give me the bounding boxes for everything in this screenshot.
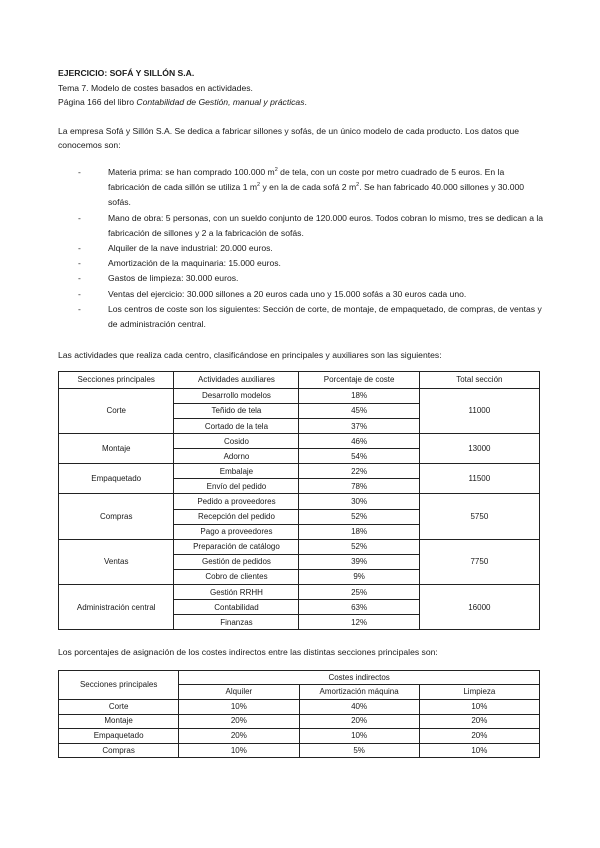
section-cell: Montaje — [59, 714, 179, 729]
column-header: Limpieza — [419, 685, 539, 700]
dash-bullet: - — [78, 166, 81, 177]
bullet-text: . Se han fabricado 40.000 sillones y 30.000 sofás. — [108, 182, 525, 208]
list-item — [58, 211, 544, 241]
column-header: Porcentaje de coste — [299, 371, 419, 388]
book-title: Contabilidad de Gestión, manual y prácticas — [136, 97, 305, 108]
section-cell: Compras — [59, 743, 179, 758]
table-row — [59, 729, 540, 744]
value-cell: 10% — [179, 700, 299, 715]
section-cell: Administración central — [59, 585, 174, 630]
percent-cell: 12% — [299, 615, 419, 630]
column-header: Alquiler — [179, 685, 299, 700]
bullet-text: de tela, con un coste por metro cuadrado de 5 euros. En la fabricación de cada sillón se utiliza 1 m — [108, 166, 505, 193]
value-cell: 20% — [179, 729, 299, 744]
table-row — [59, 388, 540, 403]
activity-cell: Teñido de tela — [174, 403, 299, 418]
section-cell: Empaquetado — [59, 464, 174, 494]
percent-cell: 52% — [299, 539, 419, 554]
activity-cell: Finanzas — [174, 615, 299, 630]
intro-paragraph: La empresa Sofá y Sillón S.A. Se dedica a fabricar sillones y sofás, de un único modelo de cada producto. Los datos que conocemos son: — [58, 125, 519, 151]
total-cell: 11000 — [419, 388, 539, 433]
dash-bullet: - — [78, 242, 81, 253]
table-header-row — [59, 670, 540, 685]
table-row — [59, 494, 540, 509]
value-cell: 20% — [419, 714, 539, 729]
dash-bullet: - — [78, 258, 81, 269]
document-title: EJERCICIO: SOFÁ Y SILLÓN S.A. — [58, 68, 195, 78]
bullet-text: Alquiler de la nave industrial: 20.000 euros. — [108, 242, 273, 253]
column-header: Total sección — [419, 371, 539, 388]
value-cell: 10% — [419, 700, 539, 715]
dash-bullet: - — [78, 288, 81, 299]
list-item — [58, 165, 544, 211]
total-cell: 5750 — [419, 494, 539, 539]
activity-cell: Preparación de catálogo — [174, 539, 299, 554]
table-row — [59, 585, 540, 600]
dash-bullet: - — [78, 273, 81, 284]
table-row — [59, 700, 540, 715]
section-cell: Corte — [59, 388, 174, 433]
column-header: Secciones principales — [59, 371, 174, 388]
reference-suffix: . — [304, 97, 307, 108]
bullet-text: Amortización de la maquinaria: 15.000 euros. — [108, 258, 281, 269]
value-cell: 20% — [299, 714, 419, 729]
section-cell: Ventas — [59, 539, 174, 584]
total-cell: 7750 — [419, 539, 539, 584]
bullet-text: Los centros de coste son los siguientes: Sección de corte, de montaje, de empaquetado, de compras, de ventas y de administración central. — [108, 303, 542, 329]
reference-line — [58, 95, 544, 110]
percent-cell: 54% — [299, 449, 419, 464]
section-cell: Corte — [59, 700, 179, 715]
column-header: Secciones principales — [59, 670, 179, 699]
table-row — [59, 743, 540, 758]
activity-cell: Contabilidad — [174, 600, 299, 615]
reference-prefix: Página 166 del libro — [58, 97, 137, 108]
activity-cell: Gestión de pedidos — [174, 554, 299, 569]
superscript: 2 — [257, 182, 261, 189]
activities-intro: Las actividades que realiza cada centro, clasificándose en principales y auxiliares son las siguientes: — [58, 350, 442, 361]
group-header: Costes indirectos — [179, 670, 540, 685]
table-row — [59, 539, 540, 554]
percent-cell: 37% — [299, 418, 419, 433]
percent-cell: 46% — [299, 434, 419, 449]
list-item — [58, 302, 544, 332]
table-row — [59, 434, 540, 449]
percent-cell: 18% — [299, 388, 419, 403]
percent-cell: 30% — [299, 494, 419, 509]
activity-cell: Cosido — [174, 434, 299, 449]
percent-cell: 22% — [299, 464, 419, 479]
activity-cell: Pago a proveedores — [174, 524, 299, 539]
total-cell: 16000 — [419, 585, 539, 630]
section-cell: Compras — [59, 494, 174, 539]
dash-bullet: - — [78, 212, 81, 223]
activity-cell: Cortado de la tela — [174, 418, 299, 433]
bullet-text: Mano de obra: 5 personas, con un sueldo conjunto de 120.000 euros. Todos cobran lo mismo, tres se dedican a la fabricación de sillones y 2 a la fabricación de sofás. — [108, 212, 544, 238]
section-cell: Montaje — [59, 434, 174, 464]
percent-cell: 18% — [299, 524, 419, 539]
activity-cell: Envío del pedido — [174, 479, 299, 494]
list-item — [58, 271, 544, 286]
activity-cell: Adorno — [174, 449, 299, 464]
activity-cell: Cobro de clientes — [174, 569, 299, 584]
activity-cell: Recepción del pedido — [174, 509, 299, 524]
activities-table — [58, 371, 540, 631]
percent-cell: 52% — [299, 509, 419, 524]
document-page — [58, 66, 544, 758]
activity-cell: Embalaje — [174, 464, 299, 479]
dash-bullet: - — [78, 303, 81, 314]
superscript: 2 — [274, 166, 278, 173]
bullet-text: Gastos de limpieza: 30.000 euros. — [108, 273, 239, 284]
total-cell: 11500 — [419, 464, 539, 494]
percent-cell: 78% — [299, 479, 419, 494]
column-header: Amortización máquina — [299, 685, 419, 700]
table-row — [59, 464, 540, 479]
value-cell: 10% — [299, 729, 419, 744]
total-cell: 13000 — [419, 434, 539, 464]
list-item — [58, 256, 544, 271]
percent-cell: 45% — [299, 403, 419, 418]
section-cell: Empaquetado — [59, 729, 179, 744]
activity-cell: Desarrollo modelos — [174, 388, 299, 403]
bullet-text: Ventas del ejercicio: 30.000 sillones a 20 euros cada uno y 15.000 sofás a 30 euros cada uno. — [108, 288, 467, 299]
data-list — [58, 165, 544, 332]
value-cell: 20% — [179, 714, 299, 729]
superscript: 2 — [356, 182, 360, 189]
value-cell: 10% — [179, 743, 299, 758]
topic-line: Tema 7. Modelo de costes basados en actividades. — [58, 82, 253, 93]
activity-cell: Pedido a proveedores — [174, 494, 299, 509]
table-header-row — [59, 371, 540, 388]
percent-cell: 39% — [299, 554, 419, 569]
table-row — [59, 714, 540, 729]
activity-cell: Gestión RRHH — [174, 585, 299, 600]
bullet-text: y en la de cada sofá 2 m — [260, 182, 357, 193]
percent-cell: 9% — [299, 569, 419, 584]
indirect-costs-intro: Los porcentajes de asignación de los costes indirectos entre las distintas secciones principales son: — [58, 647, 438, 658]
value-cell: 10% — [419, 743, 539, 758]
value-cell: 40% — [299, 700, 419, 715]
value-cell: 5% — [299, 743, 419, 758]
indirect-costs-table — [58, 670, 540, 759]
value-cell: 20% — [419, 729, 539, 744]
percent-cell: 63% — [299, 600, 419, 615]
column-header: Actividades auxiliares — [174, 371, 299, 388]
percent-cell: 25% — [299, 585, 419, 600]
list-item — [58, 241, 544, 256]
bullet-text: Materia prima: se han comprado 100.000 m — [108, 166, 275, 177]
list-item — [58, 287, 544, 302]
